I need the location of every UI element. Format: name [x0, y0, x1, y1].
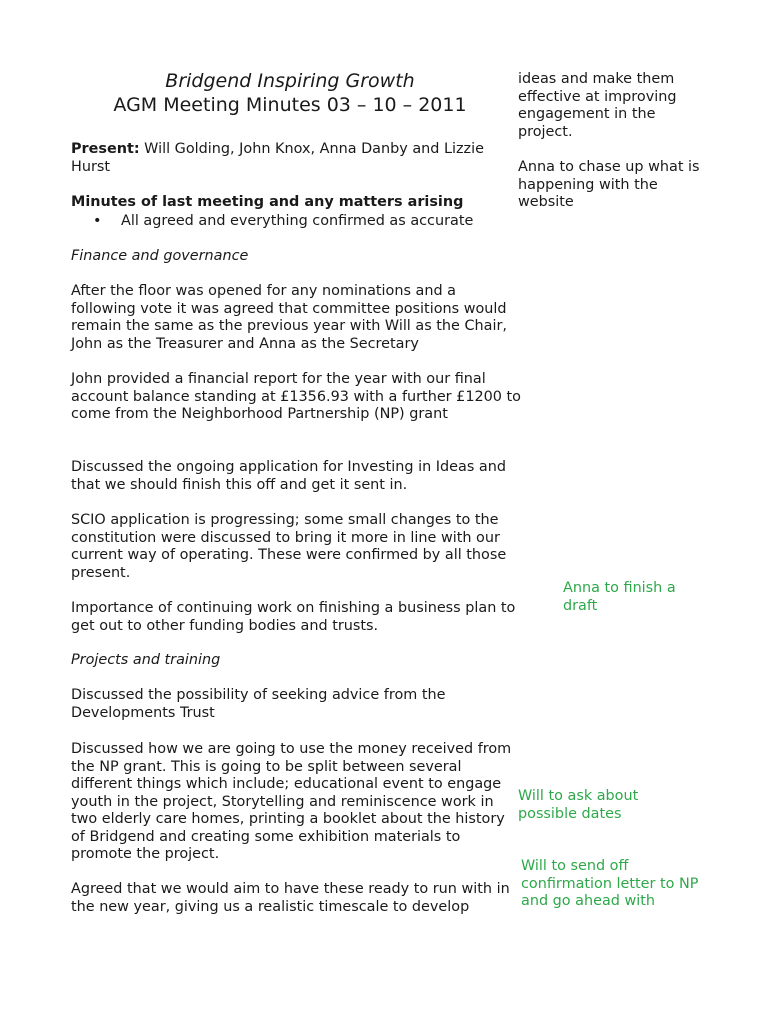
money-paragraph: Discussed how we are going to use the money received from the NP grant. This is going to be split between several different things which include; educational event to engage youth in the project, Storytelling and reminiscence work in two elderly care homes, printing a booklet about the history of Bridgend and creating some exhibition materials to promote the project.	[71, 741, 512, 862]
finance-heading: Finance and governance	[71, 248, 249, 264]
scio-paragraph: SCIO application is progressing; some small changes to the constitution were discussed to bring it more in line with our current way of operating. These were confirmed by all those present.	[71, 512, 507, 581]
projects-heading: Projects and training	[71, 652, 221, 668]
committee-paragraph: After the floor was opened for any nominations and a following vote it was agreed that committee positions would remain the same as the previous year with Will as the Chair, John as the Treasurer and Anna as the Secretary	[71, 283, 507, 352]
present-label: Present:	[71, 141, 140, 157]
bullet-mark: •	[93, 213, 102, 229]
advice-paragraph: Discussed the possibility of seeking advice from the Developments Trust	[71, 687, 446, 721]
document-title: Bridgend Inspiring Growth	[165, 70, 415, 92]
side-note-website: Anna to chase up what is happening with the website	[518, 159, 700, 210]
action-note-draft: Anna to finish a draft	[563, 580, 676, 614]
business-paragraph: Importance of continuing work on finishing a business plan to get out to other funding bodies and trusts.	[71, 600, 516, 634]
action-note-dates: Will to ask about possible dates	[518, 788, 639, 822]
side-note-ideas: ideas and make them effective at improving engagement in the project.	[518, 71, 677, 140]
document-subtitle: AGM Meeting Minutes 03 – 10 – 2011	[113, 94, 467, 116]
present-names: Will Golding, John Knox, Anna Danby and Lizzie Hurst	[71, 141, 484, 175]
bullet-item: All agreed and everything confirmed as accurate	[121, 213, 474, 229]
ideas-paragraph: Discussed the ongoing application for Investing in Ideas and that we should finish this off and get it sent in.	[71, 459, 506, 493]
minutes-heading: Minutes of last meeting and any matters arising	[71, 194, 464, 210]
action-note-confirm: Will to send off confirmation letter to NP and go ahead with	[521, 858, 699, 909]
finance-paragraph: John provided a financial report for the year with our final account balance standing at £1356.93 with a further £1200 to come from the Neighborhood Partnership (NP) grant	[71, 371, 521, 422]
present-line	[71, 141, 521, 176]
agreed-paragraph: Agreed that we would aim to have these ready to run with in the new year, giving us a realistic timescale to develop	[71, 881, 510, 915]
